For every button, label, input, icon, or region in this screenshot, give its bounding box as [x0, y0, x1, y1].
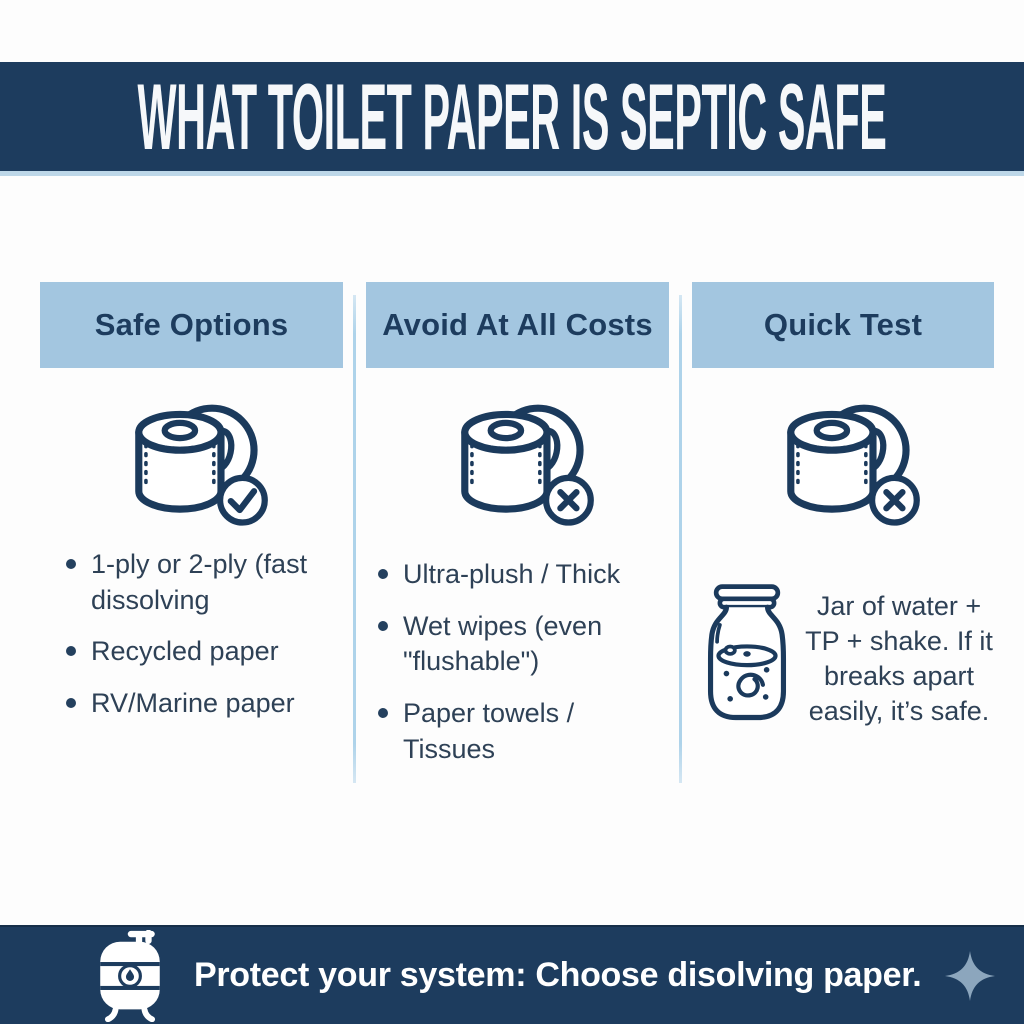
column-header-avoid	[366, 282, 669, 368]
column-header-label: Avoid At All Costs	[382, 307, 653, 342]
column-avoid-at-all-costs	[366, 282, 669, 783]
quick-test-note: Jar of water + TP + shake. If it breaks apart easily, it’s safe.	[805, 591, 993, 727]
quick-test-row	[692, 583, 994, 729]
toilet-paper-roll-check-icon	[40, 393, 343, 527]
jar-of-water-icon	[704, 583, 790, 723]
avoid-list	[366, 557, 669, 767]
column-divider	[679, 295, 682, 783]
safe-options-list	[40, 547, 343, 722]
list-item: Wet wipes (even "flushable")	[376, 609, 669, 680]
list-item: RV/Marine paper	[64, 686, 343, 722]
toilet-paper-roll-x-icon	[366, 393, 669, 527]
column-header-label: Safe Options	[94, 307, 289, 342]
list-item: Recycled paper	[64, 634, 343, 670]
list-item: Paper towels / Tissues	[376, 696, 669, 767]
column-header-safe-options	[40, 282, 343, 368]
columns-section	[40, 282, 995, 783]
footer-message: Protect your system: Choose disolving paper.	[194, 956, 922, 994]
column-divider	[353, 295, 356, 783]
list-item: 1-ply or 2-ply (fast dissolving	[64, 547, 343, 618]
column-safe-options	[40, 282, 343, 783]
page-title: WHAT TOILET PAPER IS SEPTIC SAFE	[137, 63, 887, 169]
toilet-paper-roll-x-icon	[692, 393, 994, 527]
list-item: Ultra-plush / Thick	[376, 557, 669, 593]
column-header-quick-test	[692, 282, 994, 368]
title-banner	[0, 62, 1024, 171]
sparkle-icon	[944, 950, 996, 1002]
column-quick-test	[692, 282, 994, 783]
footer-banner	[0, 925, 1024, 1024]
column-header-label: Quick Test	[763, 307, 923, 342]
septic-tank-icon	[88, 930, 172, 1022]
banner-accent-strip	[0, 171, 1024, 176]
